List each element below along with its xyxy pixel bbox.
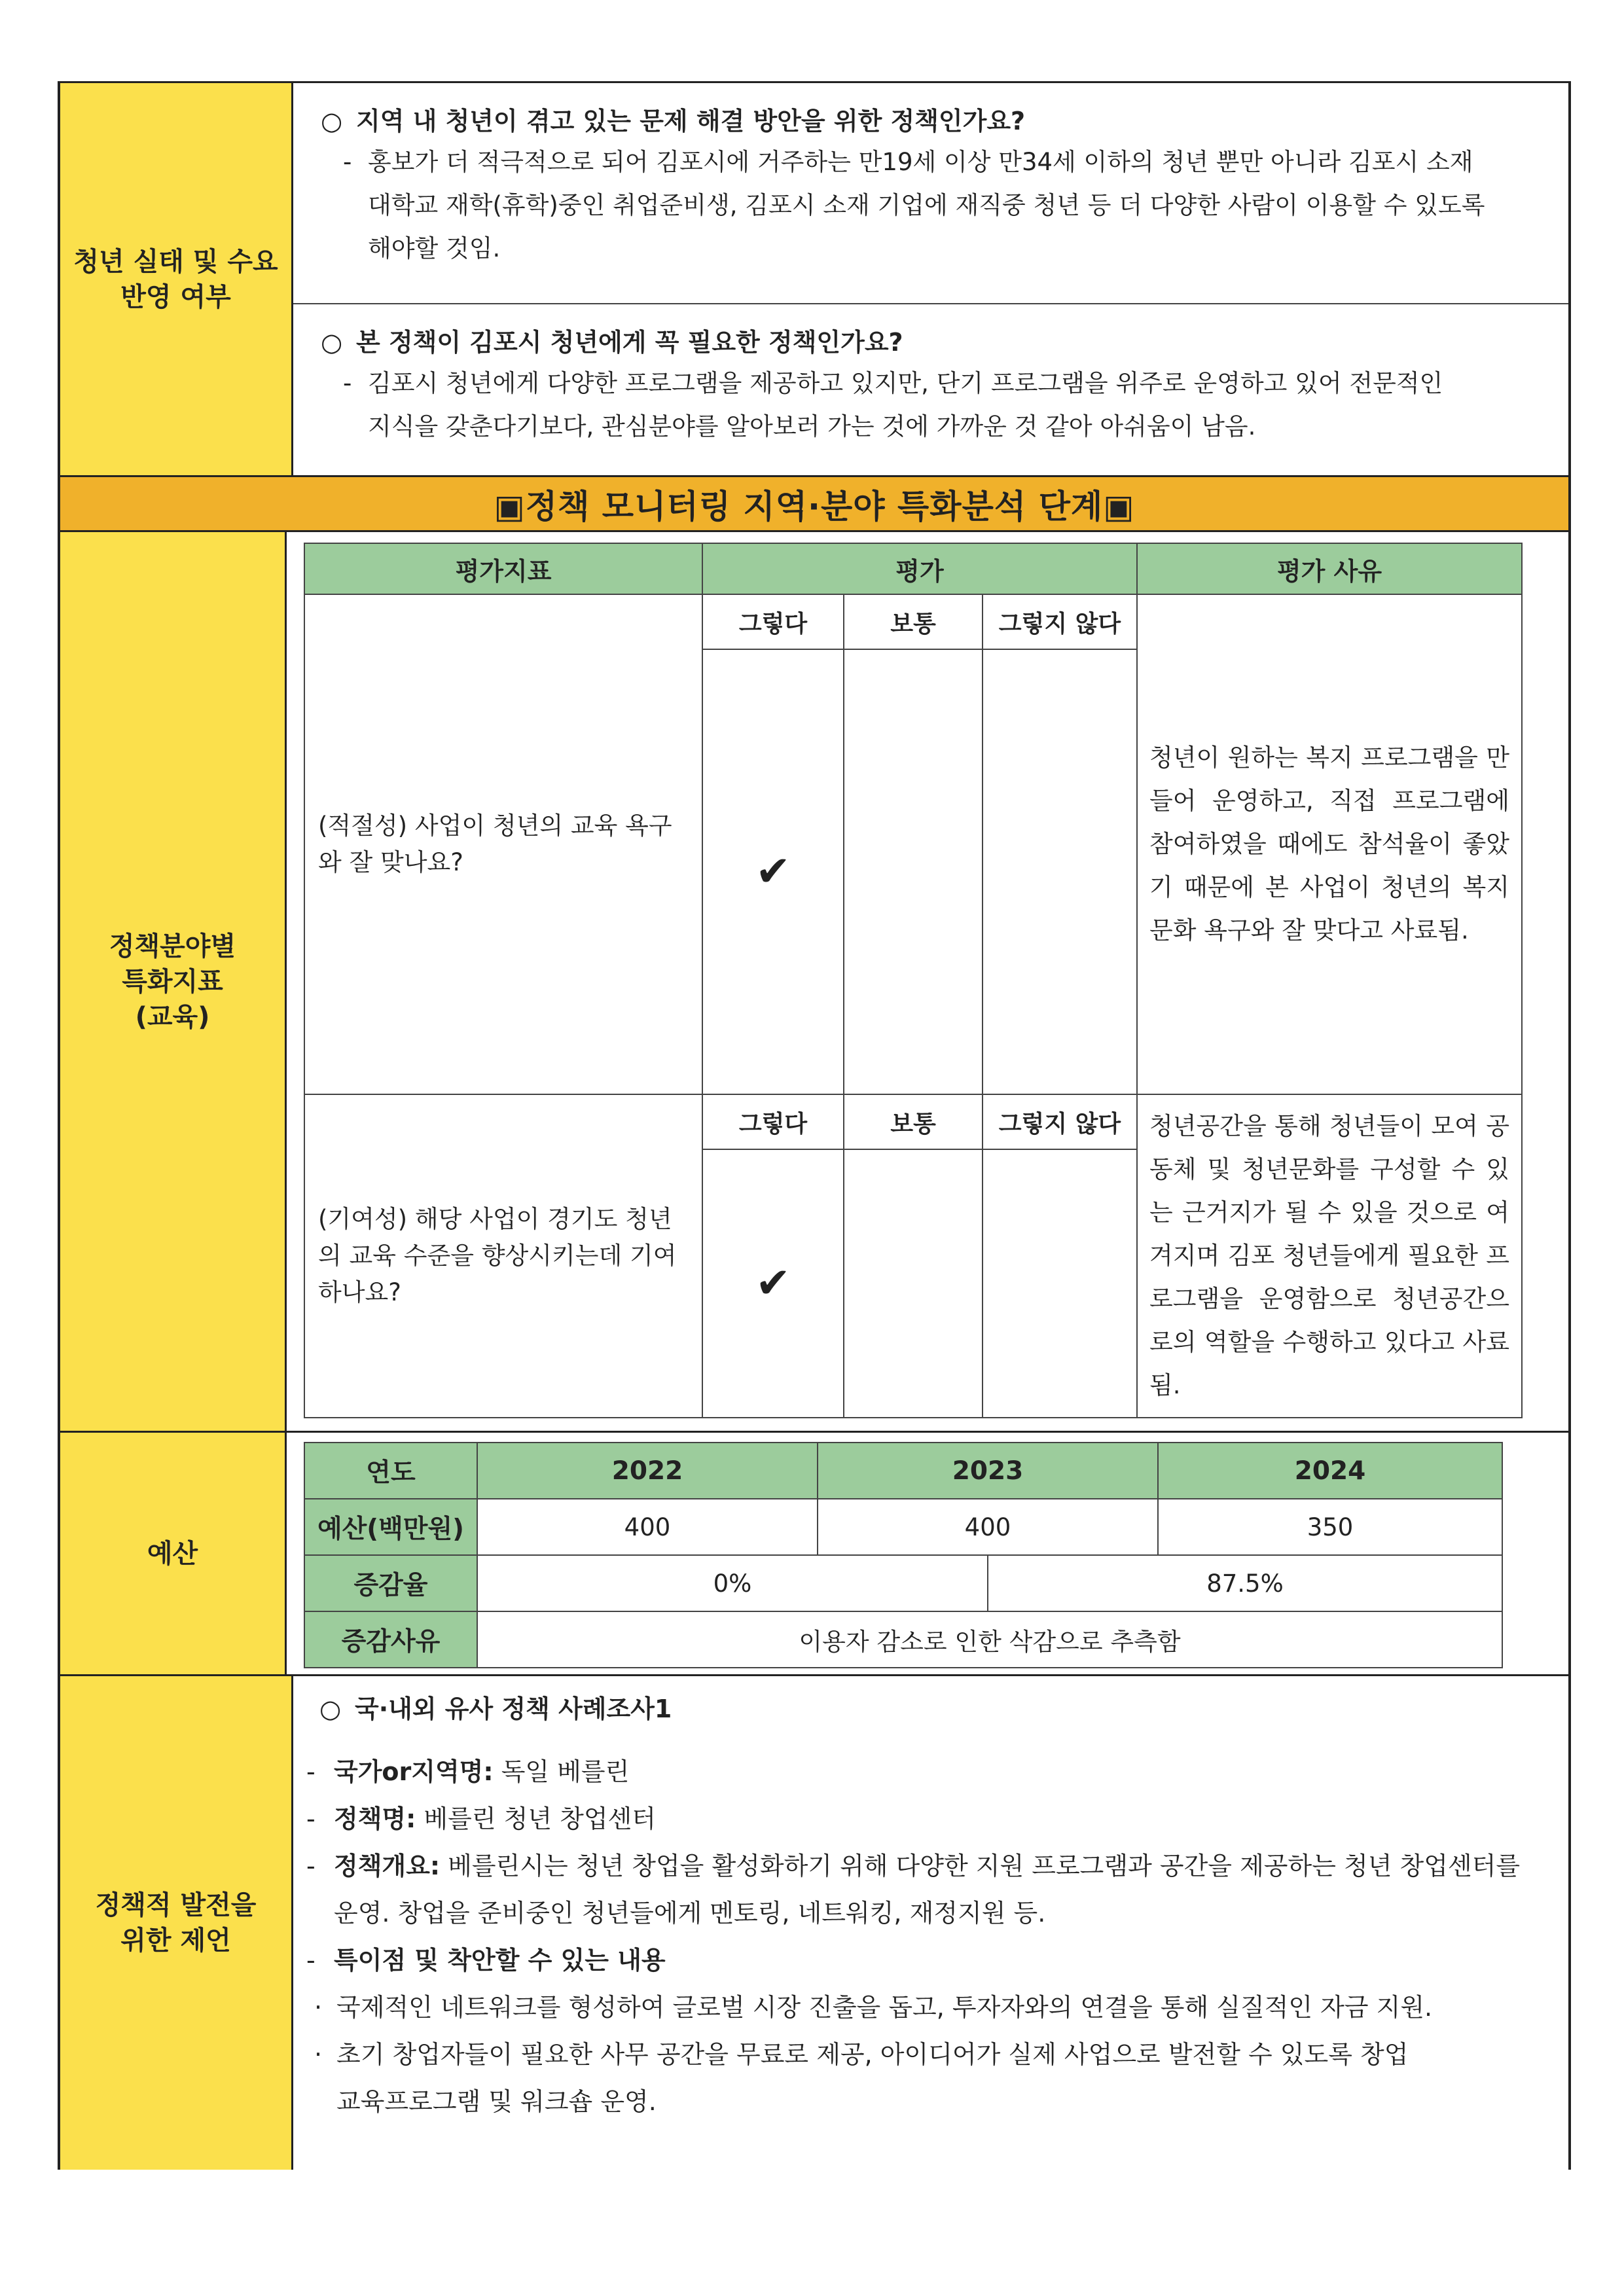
specialized-content (287, 532, 1568, 1431)
policy-value: 베를린 청년 창업센터 (424, 1804, 656, 1833)
summary-text-2: 운영. 창업을 준비중인 청년들에게 멘토링, 네트워킹, 재정지원 등. (334, 1899, 1046, 1928)
option-no: 그렇지 않다 (983, 594, 1137, 649)
table-row (304, 1094, 1522, 1149)
checkmark-icon[interactable]: ✔ (702, 1149, 844, 1418)
budget-table (304, 1442, 1503, 1668)
needs-q2-title-text: 본 정책이 김포시 청년에게 꼭 필요한 정책인가요? (356, 328, 903, 357)
point-2-text: 초기 창업자들이 필요한 사무 공간을 무료로 제공, 아이디어가 실제 사업으로 발전할 수 있도록 창업 (336, 2040, 1409, 2069)
reason-appropriateness: 청년이 원하는 복지 프로그램을 만들어 운영하고, 직접 프로그램에 참여하였을 때에도 참석율이 좋았기 때문에 본 사업이 청년의 복지문화 욕구와 잘 맞다고 사료됨. (1137, 594, 1522, 1094)
evaluation-table (304, 543, 1523, 1418)
dash-marker: - (306, 1946, 316, 1975)
year-2023: 2023 (818, 1443, 1158, 1499)
needs-row (60, 83, 1568, 477)
needs-q1-line-3: 해야할 것임. (368, 234, 501, 262)
points-line (306, 1937, 1542, 1984)
needs-q1-title-text: 지역 내 청년이 겪고 있는 문제 해결 방안을 위한 정책인가요? (356, 107, 1026, 135)
table-row (304, 1555, 1502, 1611)
summary-label: 정책개요: (334, 1852, 441, 1880)
circle-bullet-icon: ○ (321, 328, 343, 357)
dash-marker: - (306, 1757, 316, 1786)
table-row (304, 1611, 1502, 1668)
circle-bullet-icon: ○ (319, 1695, 342, 1723)
dash-marker: - (343, 148, 352, 176)
specialized-label: 정책분야별 특화지표 (교육) (60, 532, 287, 1431)
option-neutral: 보통 (844, 594, 983, 649)
amount-2022: 400 (477, 1499, 818, 1555)
needs-q1-answer (321, 141, 1542, 270)
empty-cell-neutral[interactable] (844, 1149, 983, 1418)
summary-text-1: 베를린시는 청년 창업을 활성화하기 위해 다양한 지원 프로그램과 공간을 제공하는 청년 창업센터를 (448, 1852, 1521, 1880)
budget-content (287, 1433, 1568, 1674)
rate-label: 증감율 (304, 1555, 477, 1611)
middle-dot-marker: · (314, 1993, 323, 2022)
option-yes: 그렇다 (702, 1094, 844, 1149)
proposal-title-text: 국·내외 유사 정책 사례조사1 (355, 1695, 672, 1723)
empty-cell-no[interactable] (983, 1149, 1137, 1418)
reason-contribution: 청년공간을 통해 청년들이 모여 공동체 및 청년문화를 구성할 수 있는 근거지가 될 수 있을 것으로 여겨지며 김포 청년들에게 필요한 프로그램을 운영함으로 청년공간으로의 역할을 수행하고 있다고 사료됨. (1137, 1094, 1522, 1418)
empty-cell-no[interactable] (983, 649, 1137, 1094)
needs-content (293, 83, 1568, 475)
evaluation-header-row (304, 543, 1522, 594)
needs-q2-title (321, 323, 1542, 362)
table-row (304, 1443, 1502, 1499)
budget-row (60, 1433, 1568, 1676)
table-row (304, 1499, 1502, 1555)
policy-label: 정책명: (334, 1804, 416, 1833)
reason-label: 증감사유 (304, 1611, 477, 1668)
summary-line (306, 1842, 1542, 1890)
budget-label: 예산 (60, 1433, 287, 1674)
point-2 (306, 2031, 1542, 2078)
needs-question-2 (293, 303, 1568, 468)
proposal-label: 정책적 발전을 위한 제언 (60, 1676, 293, 2170)
needs-q1-title (321, 101, 1542, 141)
needs-q1-line-2: 대학교 재학(휴학)중인 취업준비생, 김포시 소재 기업에 재직중 청년 등 더 다양한 사람이 이용할 수 있도록 (368, 191, 1485, 219)
header-indicator: 평가지표 (304, 543, 702, 594)
policy-evaluation-form (58, 81, 1571, 2170)
indicator-contribution: (기여성) 해당 사업이 경기도 청년의 교육 수준을 향상시키는데 기여하나요? (304, 1094, 702, 1418)
proposal-row (60, 1676, 1568, 2170)
header-evaluation: 평가 (702, 543, 1137, 594)
proposal-content (293, 1676, 1568, 2170)
rate-2024: 87.5% (988, 1555, 1502, 1611)
year-2024: 2024 (1158, 1443, 1502, 1499)
checkmark-icon[interactable]: ✔ (702, 649, 844, 1094)
empty-cell-neutral[interactable] (844, 649, 983, 1094)
point-1-text: 국제적인 네트워크를 형성하여 글로벌 시장 진출을 돕고, 투자자와의 연결을 통해 실질적인 자금 지원. (336, 1993, 1433, 2022)
needs-label: 청년 실태 및 수요 반영 여부 (60, 83, 293, 475)
points-label: 특이점 및 착안할 수 있는 내용 (334, 1946, 666, 1975)
proposal-title (306, 1689, 1542, 1729)
dash-marker: - (306, 1852, 316, 1880)
header-reason: 평가 사유 (1137, 543, 1522, 594)
middle-dot-marker: · (314, 2040, 323, 2069)
dash-marker: - (306, 1804, 316, 1833)
option-no: 그렇지 않다 (983, 1094, 1137, 1149)
option-neutral: 보통 (844, 1094, 983, 1149)
year-2022: 2022 (477, 1443, 818, 1499)
indicator-appropriateness: (적절성) 사업이 청년의 교육 욕구와 잘 맞나요? (304, 594, 702, 1094)
section-title-bar: ▣정책 모니터링 지역·분야 특화분석 단계▣ (60, 477, 1568, 532)
specialized-row (60, 532, 1568, 1433)
country-value: 독일 베를린 (501, 1757, 630, 1786)
point-1 (306, 1984, 1542, 2031)
year-label: 연도 (304, 1443, 477, 1499)
point-2-continued: 교육프로그램 및 워크숍 운영. (336, 2087, 657, 2116)
needs-q2-line-2: 지식을 갖춘다기보다, 관심분야를 알아보러 가는 것에 가까운 것 같아 아쉬움이 남음. (368, 412, 1256, 440)
country-label: 국가or지역명: (334, 1757, 494, 1786)
amount-2023: 400 (818, 1499, 1158, 1555)
needs-q2-answer (321, 362, 1542, 448)
option-yes: 그렇다 (702, 594, 844, 649)
amount-2024: 350 (1158, 1499, 1502, 1555)
amount-label: 예산(백만원) (304, 1499, 477, 1555)
rate-2023: 0% (477, 1555, 988, 1611)
needs-question-1 (293, 83, 1568, 303)
policy-line (306, 1795, 1542, 1842)
dash-marker: - (343, 369, 352, 397)
needs-q2-line-1: 김포시 청년에게 다양한 프로그램을 제공하고 있지만, 단기 프로그램을 위주로 운영하고 있어 전문적인 (368, 369, 1443, 397)
budget-reason: 이용자 감소로 인한 삭감으로 추측함 (477, 1611, 1502, 1668)
country-line (306, 1748, 1542, 1795)
table-row (304, 594, 1522, 649)
needs-q1-line-1: 홍보가 더 적극적으로 되어 김포시에 거주하는 만19세 이상 만34세 이하의 청년 뿐만 아니라 김포시 소재 (368, 148, 1473, 176)
circle-bullet-icon: ○ (321, 107, 343, 135)
